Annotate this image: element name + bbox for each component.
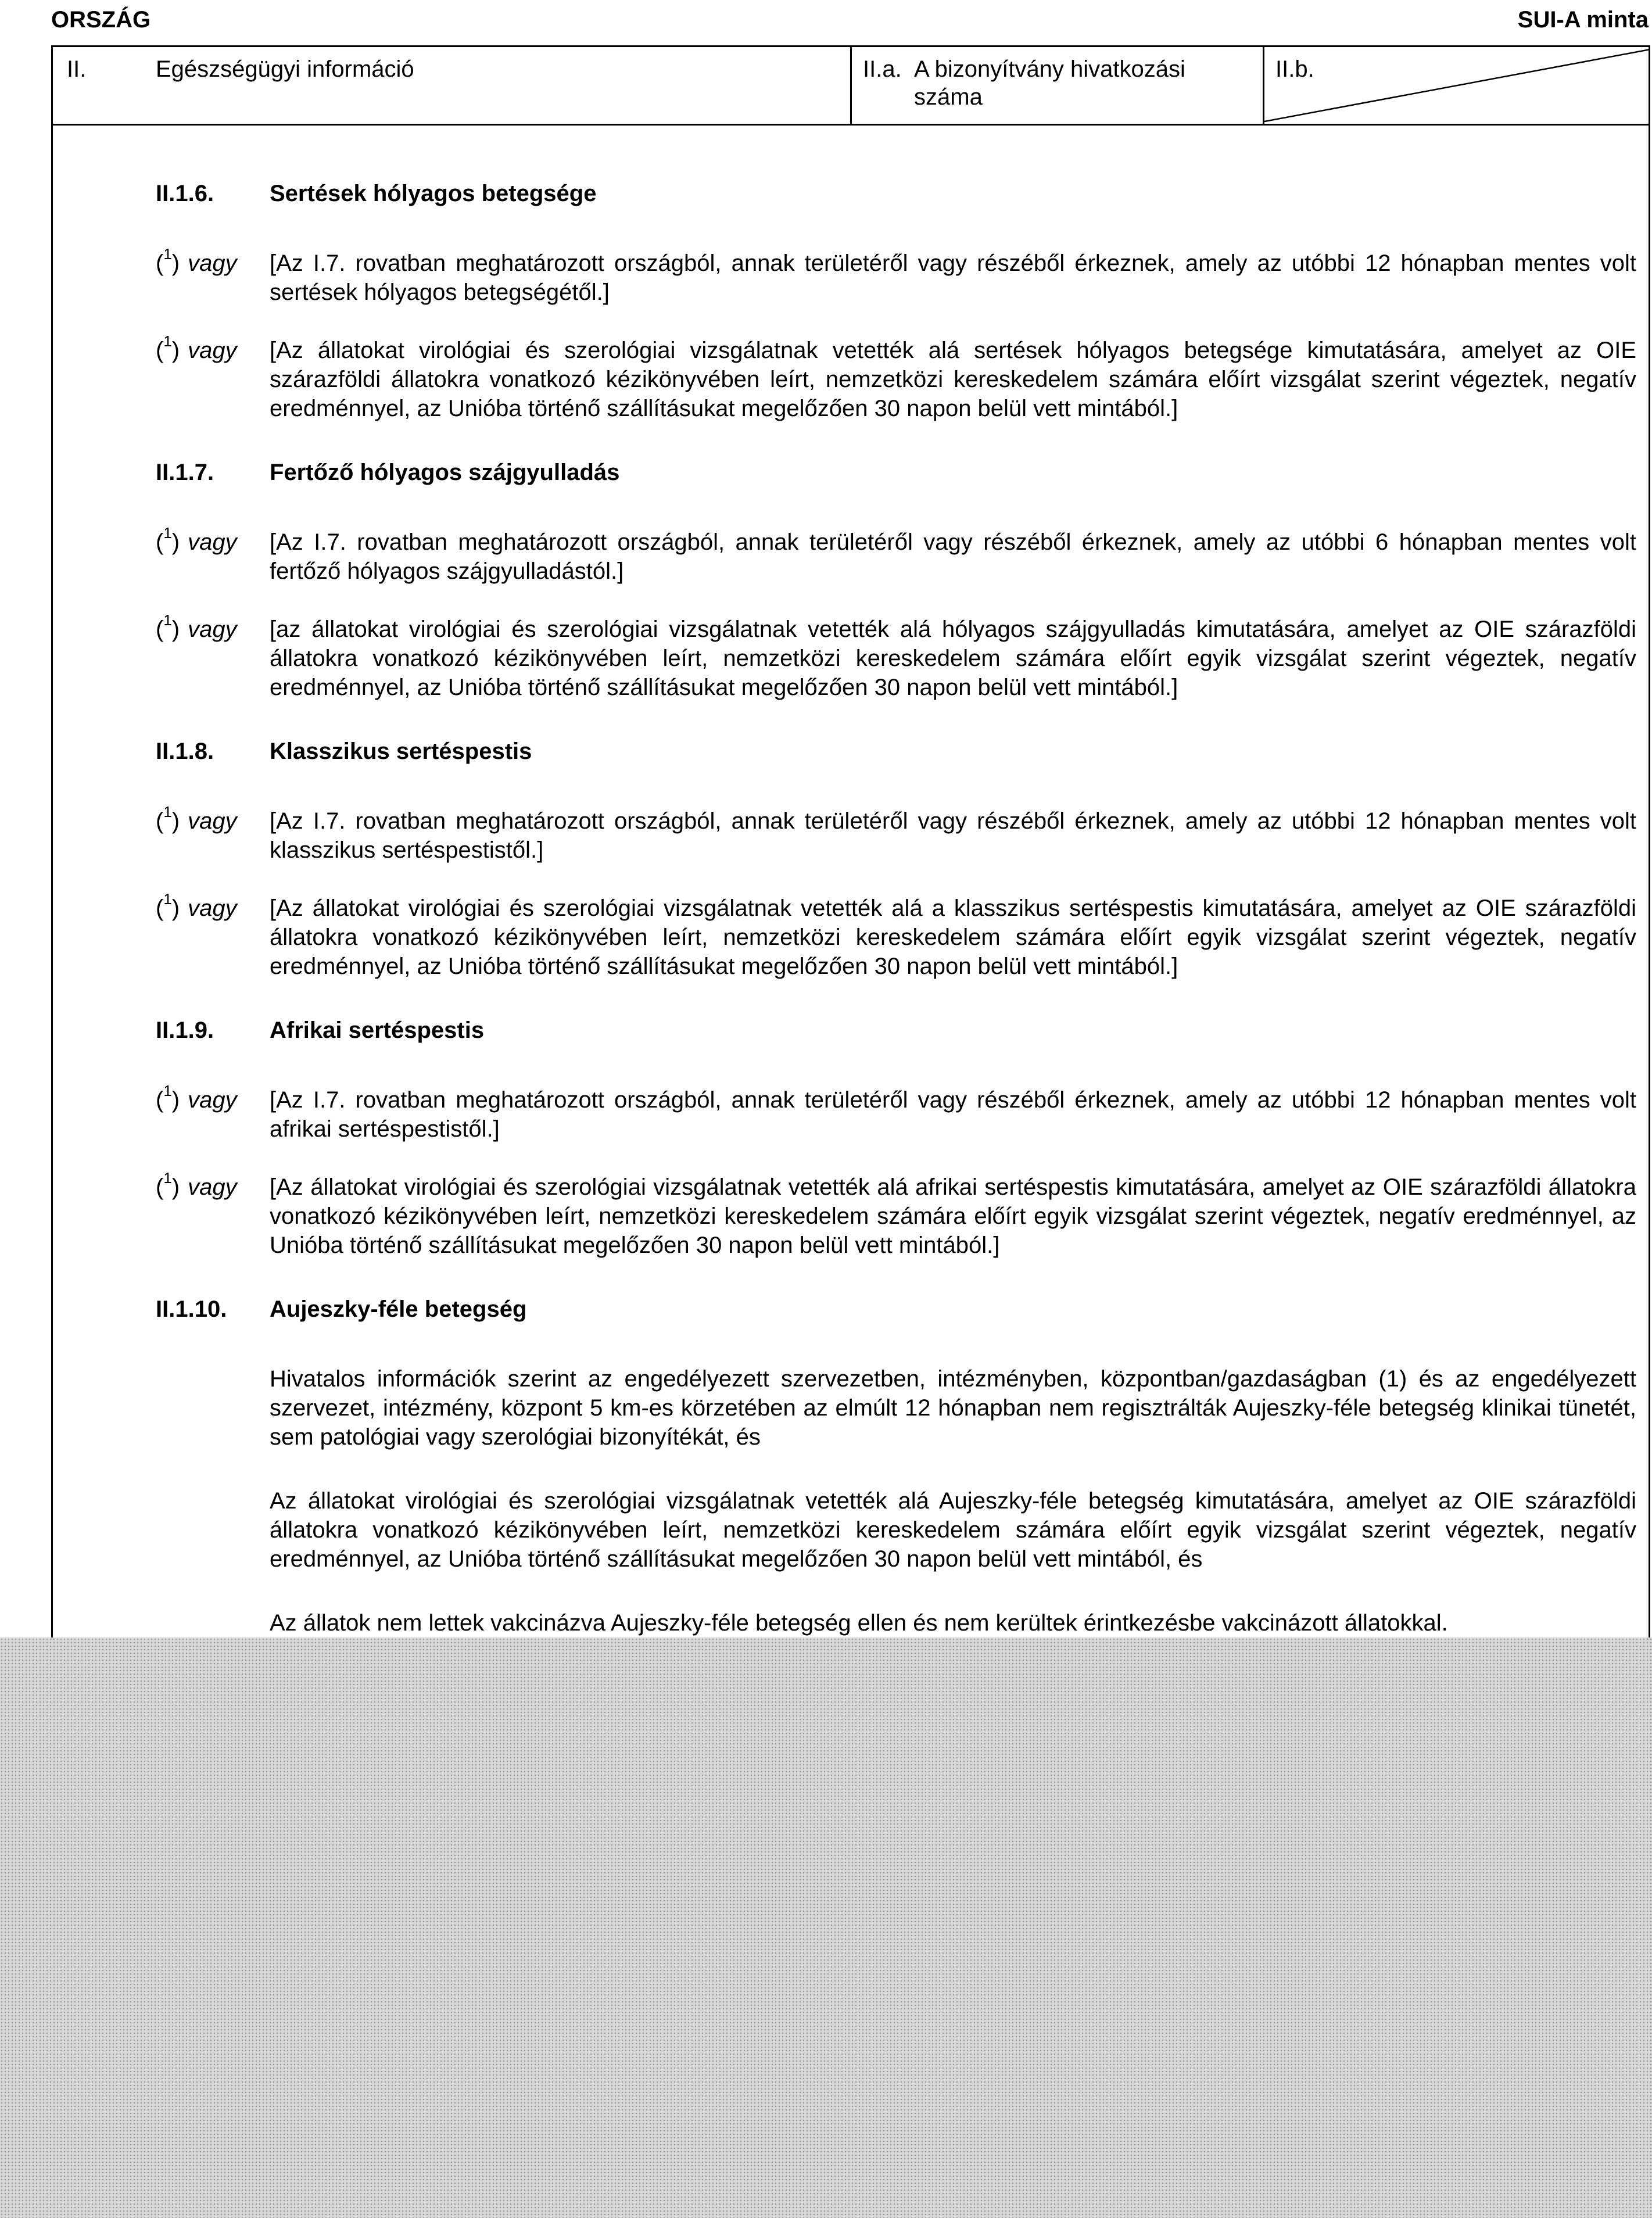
option-marker: ($^1$) vagy <box>156 332 237 363</box>
option-marker: ($^1$) vagy <box>156 524 237 555</box>
option-marker: ($^1$) vagy <box>156 890 237 921</box>
diagonal-strike-line <box>1264 47 1650 124</box>
section-title: Klasszikus sertéspestis <box>270 739 532 764</box>
part-number: II. <box>67 56 87 82</box>
redaction-overlay <box>0 1637 1652 2218</box>
option-text: [Az I.7. rovatban meghatározott országból, annak területéről vagy részéből érkeznek, amely az utóbbi 12 hónapban mentes volt sertések hólyagos betegségétől.] <box>270 250 1636 305</box>
paragraph: Az állatokat virológiai és szerológiai vizsgálatnak vetették alá Aujeszky-féle betegség kimutatására, amelyet az OIE szárazföldi állatokra vonatkozó kézikönyvében leírt, nemzetközi kereskedelem számára előírt egyik vizsgálat szerint végeztek, negatív eredménnyel, az Unióba történő szállításukat megelőzően 30 napon belül vett mintából, és <box>270 1488 1636 1572</box>
certificate-frame <box>51 45 1650 1637</box>
option-text: [Az I.7. rovatban meghatározott országból, annak területéről vagy részéből érkeznek, amely az utóbbi 6 hónapban mentes volt fertőző hólyagos szájgyulladástól.] <box>270 529 1636 584</box>
section-title: Afrikai sertéspestis <box>270 1017 485 1043</box>
section-number: II.1.8. <box>156 739 214 764</box>
option-text: [Az I.7. rovatban meghatározott országból, annak területéről vagy részéből érkeznek, amely az utóbbi 12 hónapban mentes volt afrikai sertéspestistől.] <box>270 1087 1636 1142</box>
iib-label: II.b. <box>1275 56 1314 82</box>
option-marker: ($^1$) vagy <box>156 1081 237 1113</box>
reference-title: A bizonyítvány hivatkozási száma <box>914 56 1185 110</box>
country-label: ORSZÁG <box>51 7 151 33</box>
model-label: SUI-A minta <box>1517 7 1649 33</box>
option-text: [Az állatokat virológiai és szerológiai vizsgálatnak vetették alá sertések hólyagos betegsége kimutatására, amelyet az OIE szárazföldi állatokra vonatkozó kézikönyvében leírt, nemzetközi kereskedelem számára előírt vizsgálat szerint végeztek, negatív eredménnyel, az Unióba történő szállításukat megelőzően 30 napon belül vett mintából.] <box>270 338 1636 421</box>
option-text: [az állatokat virológiai és szerológiai vizsgálatnak vetették alá hólyagos szájgyulladás kimutatására, amelyet az OIE szárazföldi állatokra vonatkozó kézikönyvében leírt, nemzetközi kereskedelem számára előírt egyik vizsgálat szerint végeztek, negatív eredménnyel, az Unióba történő szállításukat megelőzően 30 napon belül vett mintából.] <box>270 617 1636 700</box>
option-marker: ($^1$) vagy <box>156 1169 237 1200</box>
option-text: [Az állatokat virológiai és szerológiai vizsgálatnak vetették alá a klasszikus sertéspestis kimutatására, amelyet az OIE szárazföldi állatokra vonatkozó kézikönyvében leírt, nemzetközi kereskedelem számára előírt egyik vizsgálat szerint végeztek, negatív eredménnyel, az Unióba történő szállításukat megelőzően 30 napon belül vett mintából.] <box>270 895 1636 979</box>
section-number: II.1.6. <box>156 181 214 206</box>
reference-label: II.a. <box>863 56 902 82</box>
section-number: II.1.7. <box>156 460 214 485</box>
option-marker: ($^1$) vagy <box>156 802 237 834</box>
section-title: Fertőző hólyagos szájgyulladás <box>270 460 620 485</box>
section-number: II.1.10. <box>156 1296 227 1322</box>
option-marker: ($^1$) vagy <box>156 611 237 642</box>
part-title: Egészségügyi információ <box>156 56 414 82</box>
option-text: [Az I.7. rovatban meghatározott országból, annak területéről vagy részéből érkeznek, amely az utóbbi 12 hónapban mentes volt klasszikus sertéspestistől.] <box>270 808 1636 863</box>
section-title: Aujeszky-féle betegség <box>270 1296 527 1322</box>
table-header <box>53 47 1649 126</box>
option-text: [Az állatokat virológiai és szerológiai vizsgálatnak vetették alá afrikai sertéspestis kimutatására, amelyet az OIE szárazföldi állatokra vonatkozó kézikönyvében leírt, nemzetközi kereskedelem számára előírt egyik vizsgálat szerint végeztek, negatív eredménnyel, az Unióba történő szállításukat megelőzően 30 napon belül vett mintából.] <box>270 1174 1636 1258</box>
paragraph: Hivatalos információk szerint az engedélyezett szervezetben, intézményben, központban/gazdaságban (1) és az engedélyezett szervezet, intézmény, központ 5 km-es körzetében az elmúlt 12 hónapban nem regisztrálták Aujeszky-féle betegség klinikai tünetét, sem patológiai vagy szerológiai bizonyítékát, és <box>270 1366 1636 1450</box>
header-divider <box>850 47 852 124</box>
section-title: Sertések hólyagos betegsége <box>270 181 597 206</box>
section-number: II.1.9. <box>156 1017 214 1043</box>
paragraph: Az állatok nem lettek vakcinázva Aujeszky-féle betegség ellen és nem kerültek érintkezésbe vakcinázott állatokkal. <box>270 1610 1448 1636</box>
option-marker: ($^1$) vagy <box>156 245 237 276</box>
